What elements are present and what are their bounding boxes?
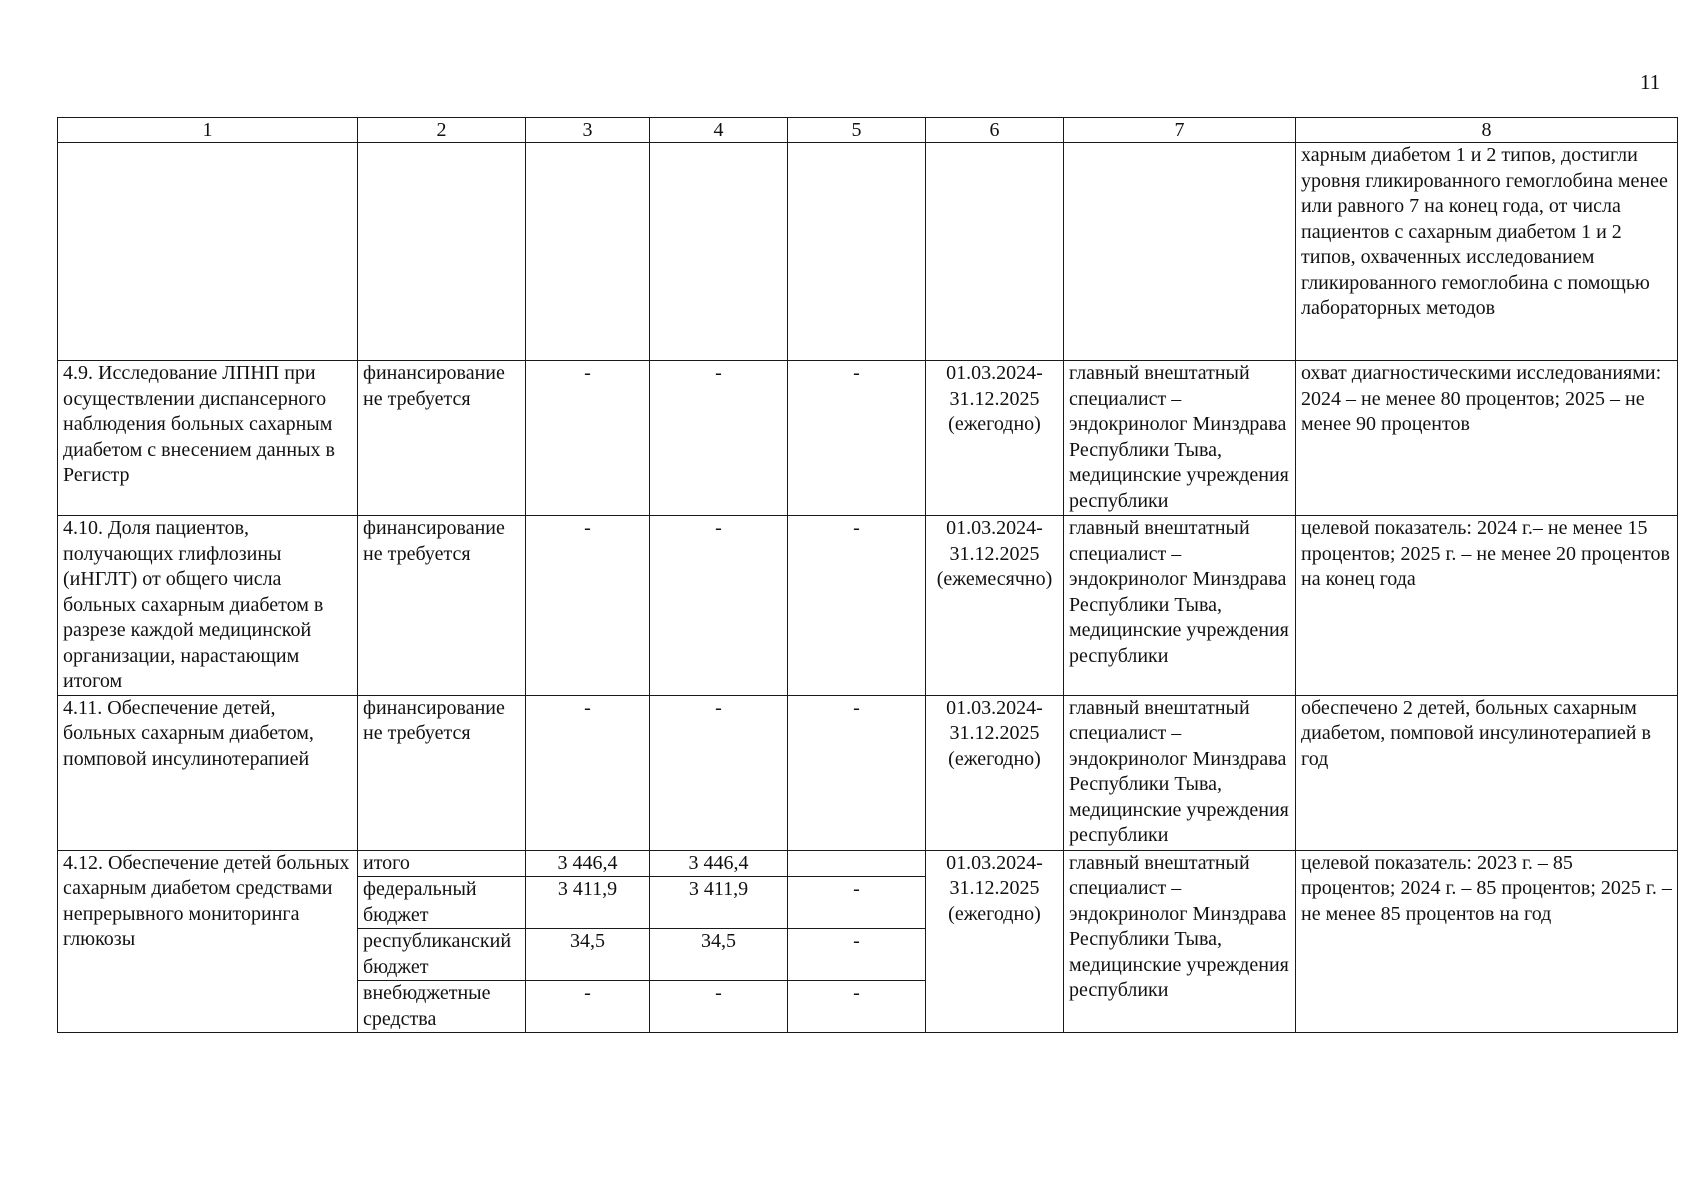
table-row <box>58 850 1678 877</box>
header-col-8: 8 <box>1296 118 1678 143</box>
row-4-12-source-republic: республиканский бюджет <box>358 929 526 981</box>
header-col-1: 1 <box>58 118 358 143</box>
row-4-9-result: охват диагностическими исследованиями: 2024 – не менее 80 процентов; 2025 – не менее 90 процентов <box>1296 361 1678 516</box>
row-4-12-period: 01.03.2024-31.12.2025 (ежегодно) <box>926 850 1064 1033</box>
row-4-12-federal-col3: 3 411,9 <box>526 877 650 929</box>
header-col-7: 7 <box>1064 118 1296 143</box>
table-row <box>58 695 1678 850</box>
header-col-3: 3 <box>526 118 650 143</box>
continued-row <box>58 143 1678 361</box>
table-row <box>58 361 1678 516</box>
row-4-11-source: финансирование не требуется <box>358 695 526 850</box>
row-4-11-name: 4.11. Обеспечение детей, больных сахарным диабетом, помповой инсулинотерапией <box>58 695 358 850</box>
header-row <box>58 118 1678 143</box>
row-4-10-result: целевой показатель: 2024 г.– не менее 15 процентов; 2025 г. – не менее 20 процентов на конец года <box>1296 516 1678 696</box>
row-4-10-source: финансирование не требуется <box>358 516 526 696</box>
row-4-9-col4: - <box>650 361 788 516</box>
row-4-9-responsible: главный внештатный специалист – эндокринолог Минздрава Республики Тыва, медицинские учреждения республики <box>1064 361 1296 516</box>
header-col-2: 2 <box>358 118 526 143</box>
row-4-10-col4: - <box>650 516 788 696</box>
row-4-12-republic-col5: - <box>788 929 926 981</box>
row-4-11-col3: - <box>526 695 650 850</box>
row-4-10-responsible: главный внештатный специалист – эндокринолог Минздрава Республики Тыва, медицинские учреждения республики <box>1064 516 1296 696</box>
page-number: 11 <box>1640 70 1661 94</box>
row-4-12-total-col5 <box>788 850 926 877</box>
continued-col-1 <box>58 143 358 361</box>
row-4-12-source-federal: федеральный бюджет <box>358 877 526 929</box>
row-4-12-extra-col5: - <box>788 981 926 1033</box>
continued-col-6 <box>926 143 1064 361</box>
row-4-11-result: обеспечено 2 детей, больных сахарным диабетом, помповой инсулинотерапией в год <box>1296 695 1678 850</box>
row-4-12-federal-col4: 3 411,9 <box>650 877 788 929</box>
row-4-12-extra-col4: - <box>650 981 788 1033</box>
row-4-11-period: 01.03.2024-31.12.2025 (ежегодно) <box>926 695 1064 850</box>
row-4-9-col5: - <box>788 361 926 516</box>
row-4-9-col3: - <box>526 361 650 516</box>
row-4-11-responsible: главный внештатный специалист – эндокринолог Минздрава Республики Тыва, медицинские учреждения республики <box>1064 695 1296 850</box>
header-col-4: 4 <box>650 118 788 143</box>
row-4-10-col3: - <box>526 516 650 696</box>
continued-col-3 <box>526 143 650 361</box>
row-4-12-source-extra: внебюджетные средства <box>358 981 526 1033</box>
row-4-10-col5: - <box>788 516 926 696</box>
row-4-12-republic-col4: 34,5 <box>650 929 788 981</box>
row-4-9-name: 4.9. Исследование ЛПНП при осуществлении диспансерного наблюдения больных сахарным диабетом с внесением данных в Регистр <box>58 361 358 516</box>
row-4-12-name: 4.12. Обеспечение детей больных сахарным диабетом средствами непрерывного мониторинга глюкозы <box>58 850 358 1033</box>
row-4-9-source: финансирование не требуется <box>358 361 526 516</box>
continued-col-2 <box>358 143 526 361</box>
table-row <box>58 516 1678 696</box>
row-4-12-extra-col3: - <box>526 981 650 1033</box>
row-4-10-name: 4.10. Доля пациентов, получающих глифлозины (иНГЛТ) от общего числа больных сахарным диабетом в разрезе каждой медицинской организации, нарастающим итогом <box>58 516 358 696</box>
continued-col-5 <box>788 143 926 361</box>
row-4-9-period: 01.03.2024-31.12.2025 (ежегодно) <box>926 361 1064 516</box>
row-4-12-result: целевой показатель: 2023 г. – 85 процентов; 2024 г. – 85 процентов; 2025 г. – не менее 85 процентов на год <box>1296 850 1678 1033</box>
row-4-12-republic-col3: 34,5 <box>526 929 650 981</box>
row-4-12-federal-col5: - <box>788 877 926 929</box>
row-4-10-period: 01.03.2024-31.12.2025 (ежемесячно) <box>926 516 1064 696</box>
row-4-12-responsible: главный внештатный специалист – эндокринолог Минздрава Республики Тыва, медицинские учреждения республики <box>1064 850 1296 1033</box>
header-col-5: 5 <box>788 118 926 143</box>
row-4-12-total-col4: 3 446,4 <box>650 850 788 877</box>
row-4-12-total-col3: 3 446,4 <box>526 850 650 877</box>
continued-result: харным диабетом 1 и 2 типов, достигли уровня гликированного гемоглобина менее или равного 7 на конец года, от числа пациентов с сахарным диабетом 1 и 2 типов, охваченных исследованием гликированного гемоглобина с помощью лабораторных методов <box>1296 143 1678 361</box>
continued-col-4 <box>650 143 788 361</box>
continued-col-7 <box>1064 143 1296 361</box>
program-table <box>57 117 1678 1033</box>
row-4-12-source-total: итого <box>358 850 526 877</box>
row-4-11-col5: - <box>788 695 926 850</box>
header-col-6: 6 <box>926 118 1064 143</box>
row-4-11-col4: - <box>650 695 788 850</box>
